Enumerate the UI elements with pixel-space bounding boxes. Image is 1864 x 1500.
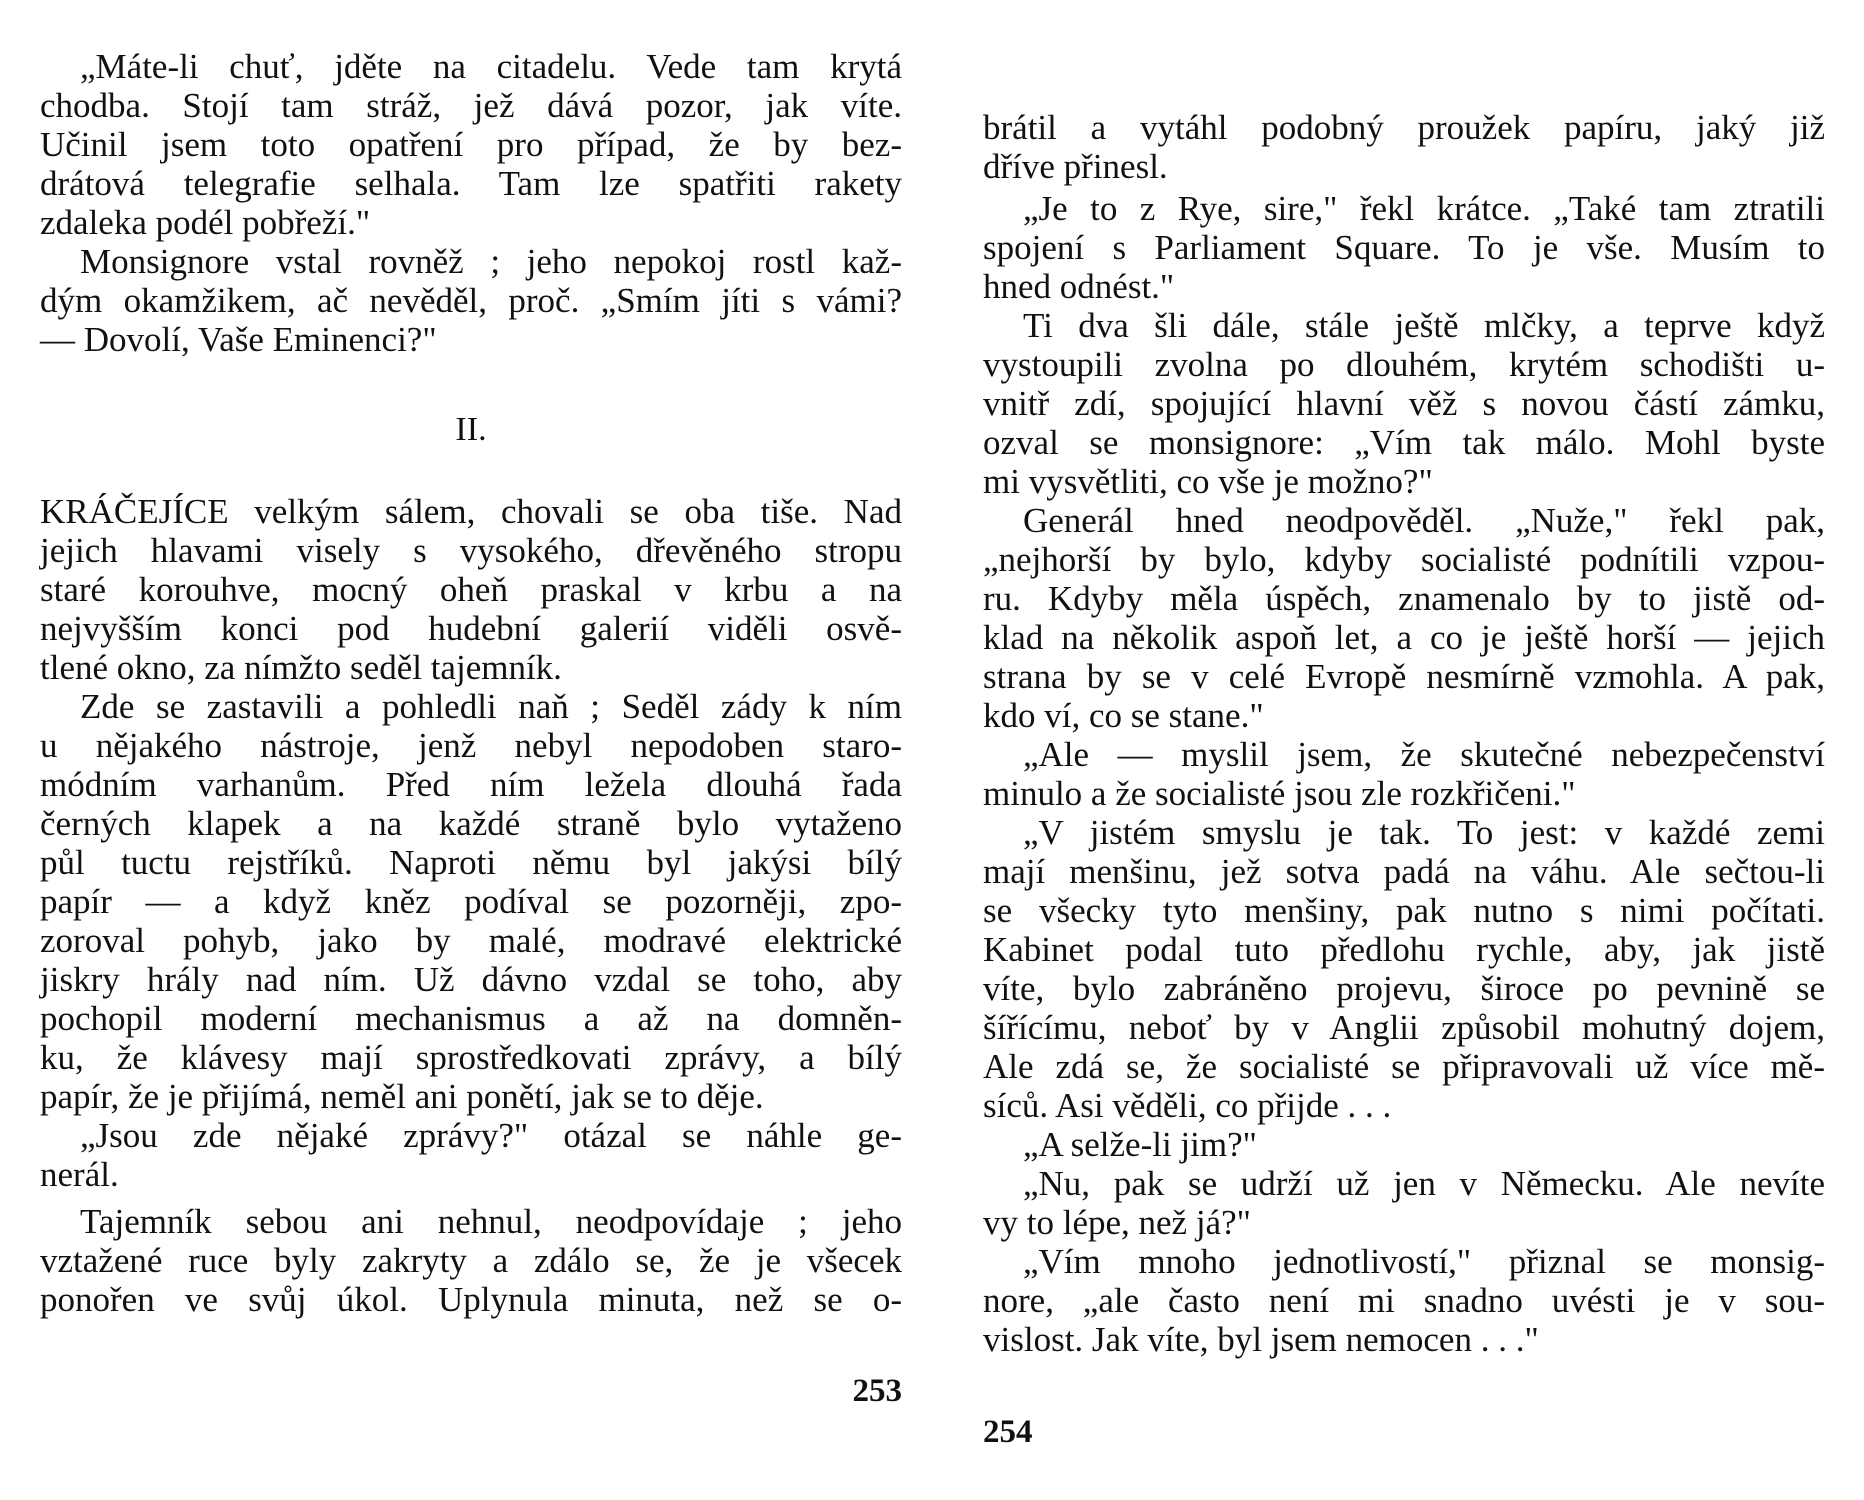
text-line: nore, „ale často není mi snadno uvésti je v sou- bbox=[983, 1281, 1825, 1320]
text-line: šířícímu, neboť by v Anglii způsobil mohutný dojem, bbox=[983, 1008, 1825, 1047]
text-line: jejich hlavami visely s vysokého, dřevěného stropu bbox=[40, 531, 902, 570]
text-line: Učinil jsem toto opatření pro případ, že by bez- bbox=[40, 125, 902, 164]
text-line: „nejhorší by bylo, kdyby socialisté podnítili vzpou- bbox=[983, 540, 1825, 579]
text-line: chodba. Stojí tam stráž, jež dává pozor, jak víte. bbox=[40, 86, 902, 125]
text-line: dříve přinesl. bbox=[983, 147, 1168, 186]
text-line: staré korouhve, mocný oheň praskal v krbu a na bbox=[40, 570, 902, 609]
page-number: 253 bbox=[852, 1373, 902, 1409]
text-line: zdaleka podél pobřeží." bbox=[40, 203, 371, 242]
text-line: brátil a vytáhl podobný proužek papíru, jaký již bbox=[983, 108, 1825, 147]
text-line: hned odnést." bbox=[983, 267, 1175, 306]
text-line: ru. Kdyby měla úspěch, znamenalo by to jistě od- bbox=[983, 579, 1825, 618]
text-line: vy to lépe, než já?" bbox=[983, 1203, 1251, 1242]
text-line: černých klapek a na každé straně bylo vytaženo bbox=[40, 804, 902, 843]
text-line: „Máte-li chuť, jděte na citadelu. Vede tam krytá bbox=[80, 47, 902, 86]
text-line: módním varhanům. Před ním ležela dlouhá řada bbox=[40, 765, 902, 804]
text-line: Generál hned neodpověděl. „Nuže," řekl pak, bbox=[1023, 501, 1825, 540]
text-line: ponořen ve svůj úkol. Uplynula minuta, než se o- bbox=[40, 1280, 902, 1319]
text-line: „A selže-li jim?" bbox=[1023, 1125, 1257, 1164]
text-line: ozval se monsignore: „Vím tak málo. Mohl byste bbox=[983, 423, 1825, 462]
text-line: drátová telegrafie selhala. Tam lze spatřiti rakety bbox=[40, 164, 902, 203]
text-line: nejvyšším konci pod hudební galerií viděli osvě- bbox=[40, 609, 902, 648]
text-line: „V jistém smyslu je tak. To jest: v každé zemi bbox=[1023, 813, 1825, 852]
text-line: kdo ví, co se stane." bbox=[983, 696, 1264, 735]
text-line: půl tuctu rejstříků. Naproti němu byl jakýsi bílý bbox=[40, 843, 902, 882]
text-line: Ale zdá se, že socialisté se připravovali už více mě- bbox=[983, 1047, 1825, 1086]
text-line: pochopil moderní mechanismus a až na domněn- bbox=[40, 999, 902, 1038]
text-line: nerál. bbox=[40, 1155, 119, 1194]
text-line: vztažené ruce byly zakryty a zdálo se, že je všecek bbox=[40, 1241, 902, 1280]
text-line: papír — a když kněz podíval se pozorněji, zpo- bbox=[40, 882, 902, 921]
text-line: spojení s Parliament Square. To je vše. Musím to bbox=[983, 228, 1825, 267]
text-line: „Je to z Rye, sire," řekl krátce. „Také tam ztratili bbox=[1023, 189, 1825, 228]
text-line: papír, že je přijímá, neměl ani ponětí, jak se to děje. bbox=[40, 1077, 764, 1116]
text-line: u nějakého nástroje, jenž nebyl nepodoben staro- bbox=[40, 726, 902, 765]
text-line: strana by se v celé Evropě nesmírně vzmohla. A pak, bbox=[983, 657, 1825, 696]
text-line: Kabinet podal tuto předlohu rychle, aby, jak jistě bbox=[983, 930, 1825, 969]
text-line: „Nu, pak se udrží už jen v Německu. Ale nevíte bbox=[1023, 1164, 1825, 1203]
text-line: Tajemník sebou ani nehnul, neodpovídaje ; jeho bbox=[80, 1202, 902, 1241]
text-line: KRÁČEJÍCE velkým sálem, chovali se oba tiše. Nad bbox=[40, 492, 902, 531]
text-line: minulo a že socialisté jsou zle rozkřičeni." bbox=[983, 774, 1576, 813]
text-line: víte, bylo zabráněno projevu, široce po pevnině se bbox=[983, 969, 1825, 1008]
text-line: klad na několik aspoň let, a co je ještě horší — jejich bbox=[983, 618, 1825, 657]
text-line: síců. Asi věděli, co přijde . . . bbox=[983, 1086, 1392, 1125]
text-line: mají menšinu, jež sotva padá na váhu. Ale sečtou-li bbox=[983, 852, 1825, 891]
text-line: vislost. Jak víte, byl jsem nemocen . . ." bbox=[983, 1320, 1539, 1359]
chapter-heading: II. bbox=[455, 411, 487, 448]
text-line: „Ale — myslil jsem, že skutečné nebezpečenství bbox=[1023, 735, 1825, 774]
text-line: vnitř zdí, spojující hlavní věž s novou částí zámku, bbox=[983, 384, 1825, 423]
text-line: Ti dva šli dále, stále ještě mlčky, a teprve když bbox=[1023, 306, 1825, 345]
text-line: zoroval pohyb, jako by malé, modravé elektrické bbox=[40, 921, 902, 960]
text-line: mi vysvětliti, co vše je možno?" bbox=[983, 462, 1433, 501]
text-line: Monsignore vstal rovněž ; jeho nepokoj rostl kaž- bbox=[80, 242, 902, 281]
text-line: se všecky tyto menšiny, pak nutno s nimi počítati. bbox=[983, 891, 1825, 930]
text-line: — Dovolí, Vaše Eminenci?" bbox=[40, 320, 437, 359]
text-line: vystoupili zvolna po dlouhém, krytém schodišti u- bbox=[983, 345, 1825, 384]
text-line: dým okamžikem, ač nevěděl, proč. „Smím jíti s vámi? bbox=[40, 281, 902, 320]
text-line: „Vím mnoho jednotlivostí," přiznal se monsig- bbox=[1023, 1242, 1825, 1281]
text-line: tlené okno, za nímžto seděl tajemník. bbox=[40, 648, 562, 687]
text-line: jiskry hrály nad ním. Už dávno vzdal se toho, aby bbox=[40, 960, 902, 999]
text-line: „Jsou zde nějaké zprávy?" otázal se náhle ge- bbox=[80, 1116, 902, 1155]
text-line: ku, že klávesy mají sprostředkovati zprávy, a bílý bbox=[40, 1038, 902, 1077]
text-line: Zde se zastavili a pohledli naň ; Seděl zády k ním bbox=[80, 687, 902, 726]
page-number: 254 bbox=[983, 1414, 1033, 1450]
